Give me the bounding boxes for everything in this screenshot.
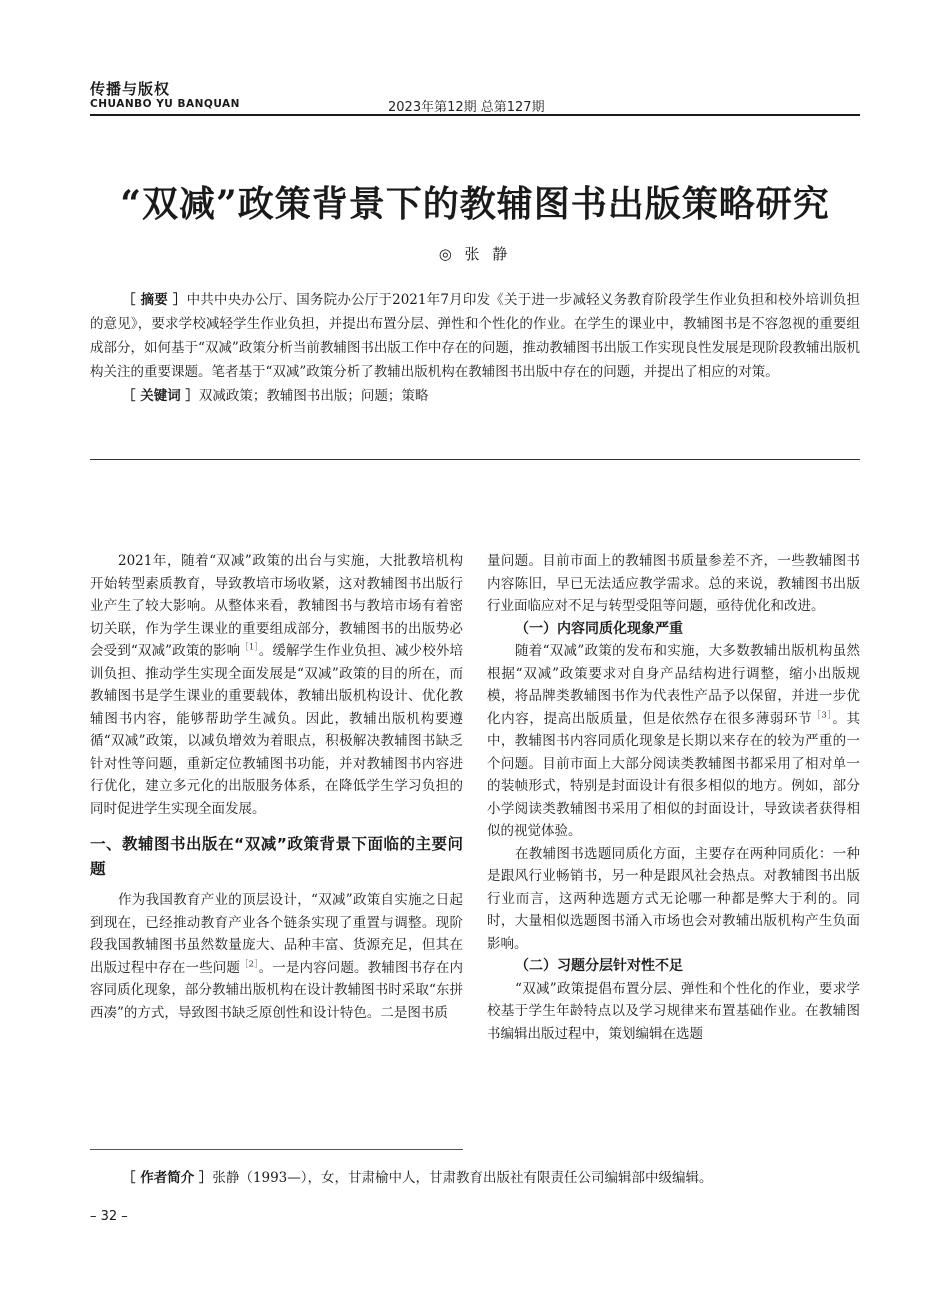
author-bio bbox=[122, 1167, 862, 1189]
footnote-rule bbox=[90, 1149, 463, 1150]
journal-name-en: CHUANBO YU BANQUAN bbox=[90, 98, 240, 110]
body-text: 。一是内容问题。教辅图书存在内容同质化现象，部分教辅出版机构在设计教辅图书时采取“东拼西凑”的方式，导致图书缺乏原创性和设计特色。二是图书质 bbox=[90, 959, 464, 1021]
subsection-heading: （二）习题分层针对性不足 bbox=[515, 958, 683, 974]
keywords-text: 双减政策；教辅图书出版；问题；策略 bbox=[198, 388, 429, 404]
author-bio-text: 张静（1993—），女，甘肃榆中人，甘肃教育出版社有限责任公司编辑部中级编辑。 bbox=[212, 1170, 713, 1186]
abstract-label: ［ 摘要 ］ bbox=[122, 292, 187, 308]
body-paragraph: “双减”政策提倡布置分层、弹性和个性化的作业，要求学校基于学生年龄特点以及学习规律来布置基础作业。在教辅图书编辑出版过程中，策划编辑在选题 bbox=[487, 980, 860, 1042]
section-heading: 一、教辅图书出版在“双减”政策背景下面临的主要问题 bbox=[90, 835, 463, 878]
body-text: 。缓解学生作业负担、减少校外培训负担、推动学生实现全面发展是“双减”政策的目的所在，而教辅图书是学生课业的重要载体，教辅出版机构设计、优化教辅图书内容，能够帮助学生减负。因此，教辅出版机构要遵循“双减”政策，以减负增效为着眼点，积极解决教辅图书缺乏针对性等问题，重新定位教辅图书功能，并对教辅图书内容进行优化，建立多元化的出版服务体系，在降低学生学习负担的同时促进学生实现全面发展。 bbox=[90, 643, 463, 817]
abstract-paragraph bbox=[90, 288, 860, 384]
body-paragraph bbox=[487, 640, 860, 843]
journal-name-cn: 传播与版权 bbox=[90, 80, 171, 98]
citation-ref: ［1］ bbox=[240, 642, 259, 653]
citation-ref: ［2］ bbox=[240, 959, 259, 969]
subsection-heading: （一）内容同质化现象严重 bbox=[515, 620, 683, 637]
body-paragraph bbox=[90, 550, 463, 820]
header-rule bbox=[90, 114, 860, 116]
article-title: “双减”政策背景下的教辅图书出版策略研究 bbox=[120, 183, 830, 225]
body-paragraph: 量问题。目前市面上的教辅图书质量参差不齐，一些教辅图书内容陈旧，早已无法适应教学需求。总的来说，教辅图书出版行业面临应对不足与转型受阻等问题，亟待优化和改进。 bbox=[487, 553, 860, 614]
article-author: ◎ 张 静 bbox=[438, 245, 512, 263]
body-text: 作为我国教育产业的顶层设计，“双减”政策自实施之日起到现在，已经推动教育产业各个链条实现了重置与调整。现阶段我国教辅图书虽然数量庞大、品种丰富、货源充足，但其在出版过程中存在一些问题 bbox=[90, 892, 463, 976]
abstract-rule bbox=[90, 459, 860, 460]
author-bio-label: ［ 作者简介 ］ bbox=[122, 1170, 213, 1186]
body-paragraph: 在教辅图书选题同质化方面，主要存在两种同质化：一种是跟风行业畅销书，另一种是跟风社会热点。对教辅图书出版行业而言，这两种选题方式无论哪一种都是弊大于利的。同时，大量相似选题图书涌入市场也会对教辅出版机构产生负面影响。 bbox=[487, 845, 860, 952]
body-text: 2021年，随着“双减”政策的出台与实施，大批教培机构开始转型素质教育，导致教培市场收紧，这对教辅图书出版行业产生了较大影响。从整体来看，教辅图书与教培市场有着密切关联，作为学生课业的重要组成部分，教辅图书的出版势必会受到“双减”政策的影响 bbox=[90, 553, 463, 659]
keywords-label: ［ 关键词 ］ bbox=[122, 388, 199, 404]
issue-info: 2023年第12期 总第127期 bbox=[388, 100, 545, 115]
body-text: 随着“双减”政策的发布和实施，大多数教辅出版机构虽然根据“双减”政策要求对自身产品结构进行调整，缩小出版规模，将品牌类教辅图书作为代表性产品予以保留，并进一步优化内容，提高出版质量，但是依然存在很多薄弱环节 bbox=[487, 643, 860, 727]
body-column-right bbox=[487, 550, 860, 1045]
body-text: 。其中，教辅图书内容同质化现象是长期以来存在的较为严重的一个问题。目前市面上大部分阅读类教辅图书都采用了相对单一的装帧形式，特别是封面设计有很多相似的地方。例如，部分小学阅读类教辅图书采用了相似的封面设计，导致读者获得相似的视觉体验。 bbox=[487, 710, 861, 839]
abstract-text: 中共中央办公厅、国务院办公厅于2021年7月印发《关于进一步减轻义务教育阶段学生作业负担和校外培训负担的意见》，要求学校减轻学生作业负担，并提出布置分层、弹性和个性化的作业。在学生的课业中，教辅图书是不容忽视的重要组成部分，如何基于“双减”政策分析当前教辅图书出版工作中存在的问题，推动教辅图书出版工作实现良性发展是现阶段教辅出版机构关注的重要课题。笔者基于“双减”政策分析了教辅出版机构在教辅图书出版中存在的问题，并提出了相应的对策。 bbox=[90, 292, 860, 380]
body-column-left bbox=[90, 550, 463, 1024]
citation-ref: ［3］ bbox=[812, 710, 833, 720]
abstract-block bbox=[90, 288, 860, 408]
page-number: – 32 – bbox=[90, 1209, 128, 1224]
body-paragraph bbox=[90, 889, 463, 1024]
keywords-paragraph bbox=[90, 384, 860, 408]
